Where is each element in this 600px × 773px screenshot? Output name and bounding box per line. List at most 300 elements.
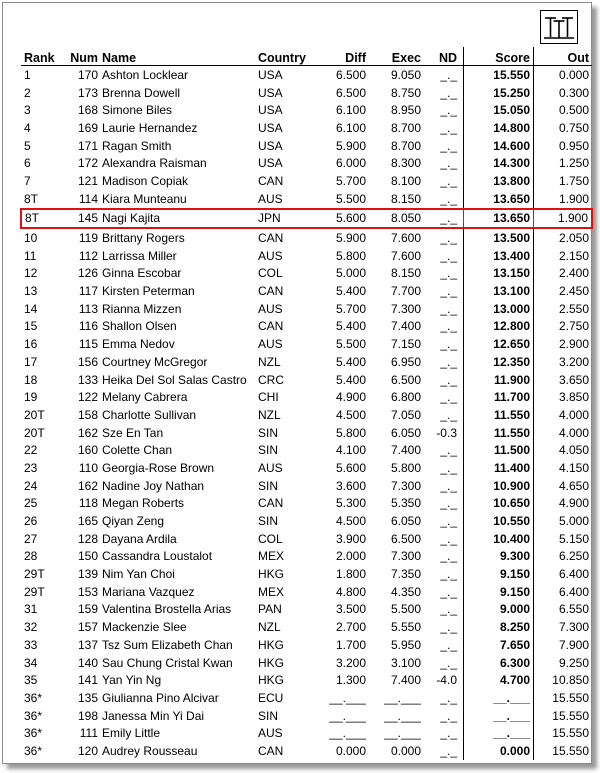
cell-country: SIN [258, 443, 279, 458]
cell-rank: 36* [24, 690, 43, 705]
cell-rank: 35 [24, 673, 38, 688]
results-table [20, 47, 593, 760]
cell-country: MEX [258, 549, 285, 564]
cell-rank: 8T [24, 191, 39, 206]
header-num: Num [60, 47, 98, 66]
cell-score: 13.000 [464, 300, 534, 318]
cell-num: 168 [77, 103, 98, 118]
cell-exec: 5.950 [390, 637, 421, 652]
cell-country: COL [258, 266, 283, 281]
cell-exec: 7.400 [390, 319, 421, 334]
cell-exec: 7.300 [390, 549, 421, 564]
cell-diff: 5.400 [335, 319, 366, 334]
cell-out: 15.550 [552, 690, 589, 705]
table-row [21, 137, 592, 155]
cell-out: 3.200 [558, 354, 589, 369]
cell-num: 160 [77, 443, 98, 458]
cell-rank: 20T [24, 407, 45, 422]
cell-score: 12.350 [464, 353, 534, 371]
cell-name: Qiyan Zeng [102, 514, 165, 529]
cell-nd: _._ [440, 460, 457, 475]
cell-num: 153 [77, 584, 98, 599]
cell-name: Rianna Mizzen [102, 301, 182, 316]
table-row [21, 742, 592, 760]
cell-out: 1.750 [558, 173, 589, 188]
table-row [21, 318, 592, 336]
cell-nd: _._ [440, 337, 457, 352]
table-row [21, 477, 592, 495]
table-row [21, 565, 592, 583]
cell-score: 11.550 [464, 406, 534, 424]
cell-country: USA [258, 85, 283, 100]
cell-rank: 32 [24, 620, 38, 635]
table-row [21, 119, 592, 137]
cell-out: 6.400 [558, 567, 589, 582]
cell-nd: _._ [440, 407, 457, 422]
cell-name: Shallon Olsen [102, 319, 177, 334]
cell-nd: _._ [440, 138, 457, 153]
cell-exec: 6.950 [390, 354, 421, 369]
cell-diff: 5.400 [335, 354, 366, 369]
cell-num: 120 [77, 743, 98, 758]
header-row [21, 47, 592, 66]
cell-name: Sze En Tan [102, 425, 164, 440]
cell-name: Georgia-Rose Brown [102, 460, 215, 475]
cell-nd: _._ [440, 231, 457, 246]
table-row [21, 618, 592, 636]
cell-num: 171 [77, 138, 98, 153]
cell-nd: -4.0 [436, 673, 457, 688]
cell-rank: 20T [24, 425, 45, 440]
cell-exec: __.___ [384, 726, 421, 741]
cell-exec: 6.800 [390, 390, 421, 405]
cell-nd: _._ [440, 67, 457, 82]
cell-out: 0.300 [558, 85, 589, 100]
cell-exec: 8.700 [390, 120, 421, 135]
cell-exec: 5.550 [390, 620, 421, 635]
table-row [21, 530, 592, 548]
cell-nd: _._ [440, 443, 457, 458]
cell-score: 6.300 [464, 654, 534, 672]
cell-out: 6.250 [558, 549, 589, 564]
cell-diff: 5.800 [335, 425, 366, 440]
cell-name: Ashton Locklear [102, 67, 189, 82]
cell-country: CHI [258, 390, 279, 405]
cell-diff: 1.700 [335, 637, 366, 652]
cell-rank: 33 [24, 637, 38, 652]
cell-name: Nim Yan Choi [102, 567, 175, 582]
cell-num: 170 [77, 67, 98, 82]
cell-exec: 6.500 [390, 372, 421, 387]
cell-country: AUS [258, 191, 283, 206]
cell-country: AUS [258, 248, 283, 263]
cell-score: 13.650 [464, 190, 534, 209]
cell-exec: 0.000 [390, 743, 421, 758]
cell-country: PAN [258, 602, 282, 617]
cell-name: Emma Nedov [102, 337, 175, 352]
cell-diff: 0.000 [335, 743, 366, 758]
cell-num: 157 [77, 620, 98, 635]
cell-rank: 29T [24, 584, 45, 599]
cell-exec: 6.050 [390, 514, 421, 529]
cell-out: 2.450 [558, 284, 589, 299]
cell-score: 9.300 [464, 548, 534, 566]
cell-out: 7.300 [558, 620, 589, 635]
cell-diff: 3.600 [335, 478, 366, 493]
cell-num: 118 [78, 496, 98, 511]
cell-exec: 3.100 [390, 655, 421, 670]
cell-country: AUS [258, 726, 283, 741]
cell-country: USA [258, 67, 283, 82]
cell-nd: _._ [440, 390, 457, 405]
cell-nd: _._ [440, 372, 457, 387]
cell-diff: 3.200 [335, 655, 366, 670]
cell-country: AUS [258, 301, 283, 316]
cell-rank: 5 [24, 138, 31, 153]
results-sheet [2, 2, 592, 764]
cell-num: 116 [78, 319, 98, 334]
cell-rank: 25 [24, 496, 38, 511]
cell-exec: 7.700 [390, 284, 421, 299]
cell-diff: 5.700 [335, 173, 366, 188]
cell-score: 11.550 [464, 424, 534, 442]
table-row [21, 154, 592, 172]
cell-nd: _._ [440, 248, 457, 263]
cell-out: 9.250 [558, 655, 589, 670]
cell-diff: __.___ [329, 690, 366, 705]
cell-country: HKG [258, 673, 285, 688]
cell-rank: 16 [24, 337, 38, 352]
cell-rank: 23 [24, 460, 38, 475]
cell-diff: 6.100 [335, 120, 366, 135]
cell-nd: _._ [440, 655, 457, 670]
cell-out: 2.050 [558, 231, 589, 246]
table-row [21, 724, 592, 742]
cell-exec: 7.300 [390, 301, 421, 316]
cell-rank: 15 [24, 319, 38, 334]
cell-country: USA [258, 156, 283, 171]
cell-nd: _._ [440, 567, 457, 582]
cell-num: 162 [77, 425, 98, 440]
table-row [21, 406, 592, 424]
cell-diff: 5.600 [314, 209, 366, 229]
cell-rank: 29T [24, 567, 45, 582]
cell-rank: 27 [24, 531, 38, 546]
table-row [21, 371, 592, 389]
cell-score: 11.400 [464, 459, 534, 477]
cell-out: 2.550 [558, 301, 589, 316]
cell-name: Heika Del Sol Salas Castro [102, 372, 247, 387]
cell-country: MEX [258, 584, 285, 599]
cell-nd: _._ [440, 191, 457, 206]
cell-out: 5.000 [558, 514, 589, 529]
cell-name: Tsz Sum Elizabeth Chan [102, 637, 233, 652]
cell-exec: 7.600 [390, 248, 421, 263]
table-row [21, 172, 592, 190]
cell-name: Nagi Kajita [98, 209, 258, 229]
cell-country: SIN [258, 478, 279, 493]
cell-diff: 3.500 [335, 602, 366, 617]
cell-country: CRC [258, 372, 284, 387]
cell-name: Ragan Smith [102, 138, 172, 153]
table-row [21, 353, 592, 371]
cell-num: 156 [77, 354, 98, 369]
cell-country: CAN [258, 173, 284, 188]
cell-score: 8.250 [464, 618, 534, 636]
cell-score: 4.700 [464, 671, 534, 689]
cell-score: 13.100 [464, 282, 534, 300]
cell-name: Laurie Hernandez [102, 120, 198, 135]
cell-name: Simone Biles [102, 103, 173, 118]
cell-rank: 19 [24, 390, 38, 405]
cell-nd: _._ [440, 284, 457, 299]
cell-out: 4.150 [558, 460, 589, 475]
cell-rank: 14 [24, 301, 38, 316]
cell-nd: _._ [440, 620, 457, 635]
cell-country: HKG [258, 567, 285, 582]
cell-num: 172 [77, 156, 98, 171]
cell-exec: 5.350 [390, 496, 421, 511]
cell-score: 9.150 [464, 565, 534, 583]
header-name: Name [98, 47, 258, 66]
table-row [21, 101, 592, 119]
table-row [21, 601, 592, 619]
cell-nd: _._ [440, 354, 457, 369]
cell-score: __.___ [464, 724, 534, 742]
cell-out: 0.500 [558, 103, 589, 118]
cell-out: 0.000 [558, 67, 589, 82]
results-body [21, 66, 592, 760]
cell-nd: _._ [440, 266, 457, 281]
cell-out: 2.400 [558, 266, 589, 281]
cell-nd: _._ [440, 531, 457, 546]
cell-nd: _._ [440, 103, 457, 118]
cell-country: SIN [258, 425, 279, 440]
cell-out: 4.050 [558, 443, 589, 458]
cell-rank: 22 [24, 443, 38, 458]
cell-out: 3.850 [558, 390, 589, 405]
cell-num: 150 [77, 549, 98, 564]
cell-score: 10.650 [464, 495, 534, 513]
cell-nd: _._ [440, 85, 457, 100]
cell-exec: 8.150 [390, 191, 421, 206]
cell-num: 141 [77, 673, 98, 688]
cell-num: 173 [77, 85, 98, 100]
cell-country: CAN [258, 743, 284, 758]
cell-out: 1.900 [534, 209, 593, 229]
table-row [21, 689, 592, 707]
cell-exec: 5.800 [390, 460, 421, 475]
cell-score: 13.150 [464, 265, 534, 283]
cell-num: 112 [78, 248, 98, 263]
cell-exec: 7.400 [390, 673, 421, 688]
cell-score: __.___ [464, 689, 534, 707]
cell-num: 115 [78, 337, 98, 352]
cell-nd: _._ [440, 156, 457, 171]
cell-nd: -0.3 [436, 425, 457, 440]
cell-exec: 9.050 [390, 67, 421, 82]
cell-nd: _._ [440, 120, 457, 135]
cell-score: 11.900 [464, 371, 534, 389]
table-row [21, 300, 592, 318]
cell-exec: 7.150 [390, 337, 421, 352]
cell-name: Kirsten Peterman [102, 284, 195, 299]
cell-num: 145 [60, 209, 98, 229]
cell-exec: 7.300 [390, 478, 421, 493]
cell-rank: 13 [24, 284, 38, 299]
cell-out: 15.550 [552, 726, 589, 741]
cell-diff: 4.500 [335, 407, 366, 422]
cell-score: 13.500 [464, 228, 534, 247]
cell-exec: 5.500 [390, 602, 421, 617]
cell-diff: 1.300 [335, 673, 366, 688]
cell-out: 4.000 [558, 407, 589, 422]
cell-nd: _._ [440, 708, 457, 723]
cell-num: 198 [77, 708, 98, 723]
cell-out: 2.150 [558, 248, 589, 263]
table-row [21, 265, 592, 283]
cell-score: 9.150 [464, 583, 534, 601]
cell-num: 139 [77, 567, 98, 582]
cell-country: COL [258, 531, 283, 546]
cell-exec: 4.350 [390, 584, 421, 599]
cell-diff: 6.100 [335, 103, 366, 118]
cell-country: USA [258, 103, 283, 118]
table-row [21, 388, 592, 406]
cell-name: Megan Roberts [102, 496, 185, 511]
cell-diff: 4.500 [335, 514, 366, 529]
cell-country: USA [258, 120, 283, 135]
cell-out: 15.550 [552, 708, 589, 723]
cell-num: 119 [78, 231, 98, 246]
cell-rank: 26 [24, 514, 38, 529]
header-diff: Diff [314, 47, 366, 66]
cell-out: 15.550 [552, 743, 589, 758]
cell-diff: 1.800 [335, 567, 366, 582]
logo-icon [540, 10, 578, 44]
table-row [21, 636, 592, 654]
cell-exec: 7.600 [390, 231, 421, 246]
cell-score: 13.650 [464, 209, 534, 229]
cell-country: AUS [258, 460, 283, 475]
cell-diff: 2.700 [335, 620, 366, 635]
cell-score: 7.650 [464, 636, 534, 654]
cell-name: Madison Copiak [102, 173, 189, 188]
cell-score: 14.800 [464, 119, 534, 137]
cell-nd: _._ [440, 478, 457, 493]
cell-nd: _._ [440, 549, 457, 564]
cell-exec: 8.750 [390, 85, 421, 100]
cell-country: NZL [258, 407, 281, 422]
cell-score: 12.800 [464, 318, 534, 336]
cell-out: 4.000 [558, 425, 589, 440]
cell-diff: 5.700 [335, 301, 366, 316]
cell-diff: 6.500 [335, 67, 366, 82]
cell-country: NZL [258, 354, 281, 369]
cell-num: 133 [77, 372, 98, 387]
table-row [21, 512, 592, 530]
cell-rank: 3 [24, 103, 31, 118]
cell-diff: 4.900 [335, 390, 366, 405]
cell-nd: _._ [440, 514, 457, 529]
cell-name: Brenna Dowell [102, 85, 181, 100]
cell-out: 0.750 [558, 120, 589, 135]
table-row [21, 441, 592, 459]
cell-diff: 5.900 [335, 138, 366, 153]
cell-score: 15.050 [464, 101, 534, 119]
cell-rank: 36* [24, 726, 43, 741]
cell-diff: 4.100 [335, 443, 366, 458]
cell-exec: 6.500 [390, 531, 421, 546]
cell-num: 110 [78, 460, 98, 475]
cell-nd: _._ [440, 496, 457, 511]
table-row [21, 548, 592, 566]
cell-out: 1.900 [558, 191, 589, 206]
cell-score: 0.000 [464, 742, 534, 760]
cell-diff: 6.500 [335, 85, 366, 100]
cell-exec: 8.150 [390, 266, 421, 281]
cell-rank: 31 [24, 602, 38, 617]
cell-name: Audrey Rousseau [102, 743, 198, 758]
table-row [21, 424, 592, 442]
table-row [21, 583, 592, 601]
cell-rank: 36* [24, 743, 43, 758]
cell-out: 6.400 [558, 584, 589, 599]
cell-score: 15.550 [464, 66, 534, 84]
cell-exec: 8.950 [390, 103, 421, 118]
cell-diff: 5.500 [335, 191, 366, 206]
cell-name: Valentina Brostella Arias [102, 602, 232, 617]
cell-rank: 2 [24, 85, 31, 100]
cell-score: 14.600 [464, 137, 534, 155]
table-row [21, 707, 592, 725]
cell-country: CAN [258, 284, 284, 299]
cell-score: __.___ [464, 707, 534, 725]
table-row [21, 671, 592, 689]
table-row [21, 84, 592, 102]
cell-name: Dayana Ardila [102, 531, 177, 546]
cell-rank: 28 [24, 549, 38, 564]
cell-nd: _._ [421, 209, 464, 229]
cell-num: 162 [77, 478, 98, 493]
cell-exec: __.___ [384, 690, 421, 705]
cell-out: 6.550 [558, 602, 589, 617]
cell-rank: 34 [24, 655, 38, 670]
cell-num: 117 [78, 284, 98, 299]
cell-rank: 12 [24, 266, 38, 281]
cell-diff: 5.400 [335, 284, 366, 299]
cell-exec: 7.050 [390, 407, 421, 422]
cell-nd: _._ [440, 690, 457, 705]
cell-score: 11.500 [464, 441, 534, 459]
cell-score: 10.550 [464, 512, 534, 530]
table-row [21, 495, 592, 513]
cell-out: 2.900 [558, 337, 589, 352]
cell-num: 158 [77, 407, 98, 422]
cell-diff: __.___ [329, 726, 366, 741]
cell-rank: 24 [24, 478, 38, 493]
cell-rank: 7 [24, 173, 31, 188]
cell-num: 113 [78, 301, 98, 316]
cell-out: 3.650 [558, 372, 589, 387]
cell-num: 169 [77, 120, 98, 135]
header-out: Out [534, 47, 593, 66]
cell-rank: 18 [24, 372, 38, 387]
cell-out: 5.150 [558, 531, 589, 546]
cell-score: 10.400 [464, 530, 534, 548]
cell-name: Cassandra Loustalot [102, 549, 213, 564]
cell-country: CAN [258, 319, 284, 334]
